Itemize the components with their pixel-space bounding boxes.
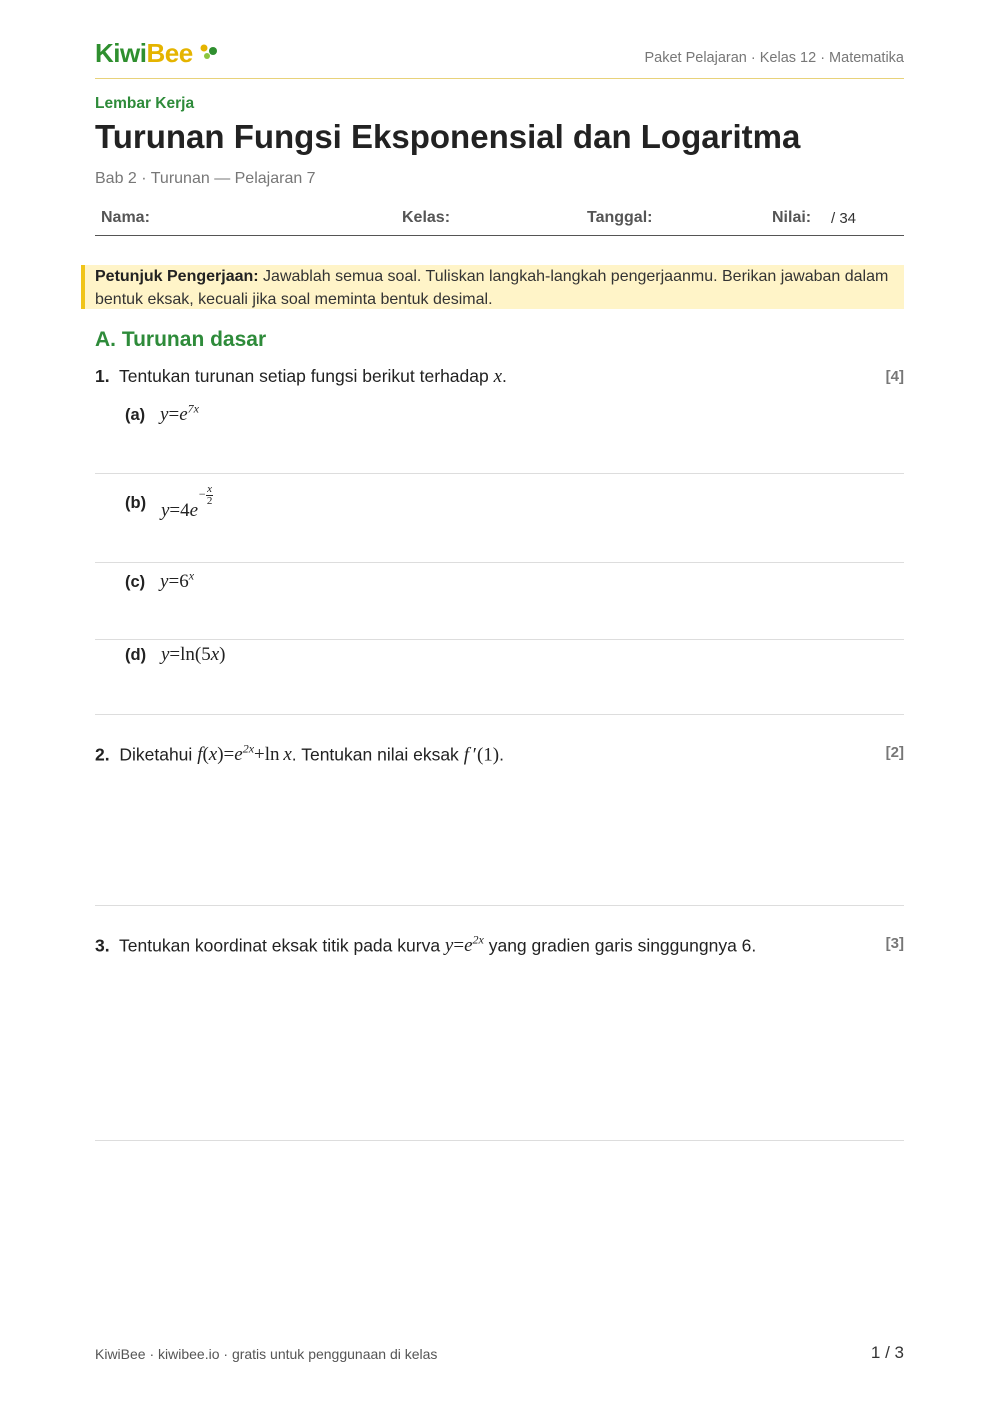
part-label: (a) (125, 406, 146, 425)
math-expression: $f(x)=e^{2x}+\ln$ x (197, 742, 292, 766)
answer-line (95, 473, 904, 474)
question-number: 1. (95, 366, 110, 386)
question-1d (125, 644, 225, 666)
question-text: Tentukan koordinat eksak titik pada kurva (119, 935, 441, 956)
score-total: / 34 (831, 210, 857, 227)
footer-text: KiwiBee · kiwibee.io · gratis untuk penggunaan di kelas (95, 1346, 438, 1362)
instructions-box (81, 265, 904, 309)
marks-badge: [3] (885, 935, 904, 952)
question-3 (95, 933, 904, 957)
question-2: 2. Diketahui $f(x)=e^{2x}+\ln$ x. Tentukan nilai eksak f ′(1). [2] (95, 742, 904, 766)
question-text-cont: . Tentukan nilai eksak (291, 744, 459, 765)
instructions-label: Petunjuk Pengerjaan: (95, 268, 259, 285)
score-label: Nilai: (772, 209, 812, 226)
question-text: Tentukan turunan setiap fungsi berikut terhadap (119, 366, 489, 386)
breadcrumb: Paket Pelajaran · Kelas 12 · Matematika (644, 50, 904, 66)
section-a-heading: A. Turunan dasar (95, 328, 267, 351)
part-label: (d) (125, 646, 147, 664)
question-1b (125, 483, 213, 521)
page-number: 1 / 3 (870, 1343, 904, 1362)
instructions-text: Jawablah semua soal. Tuliskan langkah-langkah pengerjaanmu. Berikan jawaban dalam bentuk eksak, kecuali jika soal meminta bentuk desimal. (95, 268, 889, 308)
answer-line (95, 562, 904, 563)
page-footer (95, 1343, 904, 1362)
page-title: Turunan Fungsi Eksponensial dan Logaritma (95, 118, 801, 155)
math-variable: x (493, 366, 503, 387)
marks-badge: [2] (885, 744, 904, 761)
math-expression: $y=4e^{- \frac{x}{2}}$ (160, 483, 213, 521)
question-number: 2. (95, 744, 110, 765)
part-label: (c) (125, 573, 146, 592)
answer-line (95, 1140, 904, 1141)
page-header (95, 38, 904, 79)
question-text: Diketahui (119, 744, 193, 765)
question-1c (125, 569, 194, 593)
question-number: 3. (95, 935, 110, 956)
question-1a (125, 402, 199, 426)
student-info-row (95, 206, 904, 236)
page-subtitle: Bab 2 · Turunan — Pelajaran 7 (95, 170, 316, 187)
logo-dots-icon (200, 42, 220, 62)
answer-line (95, 714, 904, 715)
name-label: Nama: (101, 209, 150, 226)
math-expression: $y=e^{7x}$ (160, 402, 199, 426)
marks-badge: [4] (885, 368, 904, 385)
answer-line (95, 639, 904, 640)
kiwibee-logo: KiwiBee (95, 38, 193, 68)
math-expression: f ′(1) (463, 744, 500, 766)
part-label: (b) (125, 493, 147, 512)
math-expression: y=ln(5x) (160, 644, 226, 665)
date-label: Tanggal: (587, 209, 653, 226)
doc-type-label: Lembar Kerja (95, 95, 195, 112)
answer-line (95, 905, 904, 906)
worksheet-page (95, 0, 904, 1413)
question-text-cont: yang gradien garis singgungnya 6. (488, 935, 757, 956)
class-label: Kelas: (402, 209, 451, 226)
question-1: 1. Tentukan turunan setiap fungsi berikut terhadap x. [4] (95, 366, 904, 387)
math-expression: $y=6^x$ (160, 569, 195, 593)
math-expression: $y=e^{2x}$ (444, 933, 484, 957)
